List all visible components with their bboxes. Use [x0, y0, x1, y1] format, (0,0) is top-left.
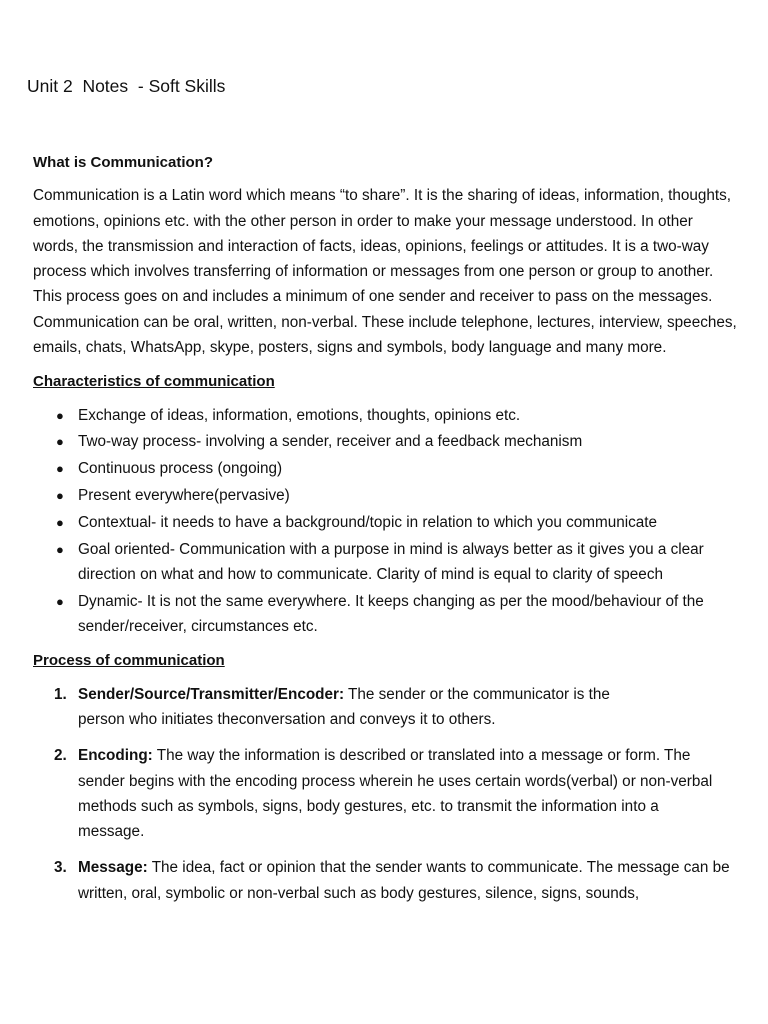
step-number: 2.	[54, 747, 67, 765]
process-step-message	[54, 855, 738, 906]
document-title: Unit 2 Notes - Soft Skills	[27, 76, 226, 96]
bullet-icon: ●	[56, 488, 64, 504]
section-heading-characteristics: Characteristics of communication	[33, 373, 275, 391]
process-step-encoding	[54, 743, 738, 844]
bullet-icon: ●	[56, 541, 64, 557]
bullet-icon: ●	[56, 434, 64, 450]
list-item: ● Continuous process (ongoing)	[78, 456, 738, 481]
list-item: ● Two-way process- involving a sender, receiver and a feedback mechanism	[78, 429, 738, 454]
step-number: 3.	[54, 859, 67, 877]
communication-definition-paragraph: Communication is a Latin word which means “to share”. It is the sharing of ideas, information, thoughts, emotions, opinions etc. with the other person in order to make your message understood. In other words, the transmission and interaction of facts, ideas, opinions, feelings or attitudes. It is a two-way process which involves transferring of information or messages from one person or group to another. This process goes on and includes a minimum of one sender and receiver to pass on the messages. Communication can be oral, written, non-verbal. These include telephone, lectures, interview, speeches, emails, chats, WhatsApp, skype, posters, signs and symbols, body language and many more.	[33, 187, 737, 357]
bullet-icon: ●	[56, 514, 64, 530]
step-description-continued: message.	[78, 823, 145, 841]
section-heading-what-is-communication: What is Communication?	[33, 154, 213, 171]
step-term: Sender/Source/Transmitter/Encoder:	[78, 685, 345, 703]
step-term: Encoding:	[78, 747, 153, 765]
process-step-sender	[54, 682, 738, 733]
list-item: ● Exchange of ideas, information, emotions, thoughts, opinions etc.	[78, 403, 738, 428]
bullet-icon: ●	[56, 593, 64, 609]
characteristics-list	[33, 403, 738, 640]
list-item: ● Goal oriented- Communication with a purpose in mind is always better as it gives you a clear direction on what and how to communicate. Clarity of mind is equal to clarity of speech	[78, 537, 738, 588]
step-description: The way the information is described or translated into a message or form. The sender begins with the encoding process wherein he uses certain words(verbal) or non-verbal methods such as symbols, signs, body gestures, etc. to transmit the information into a	[78, 747, 713, 815]
section-heading-process: Process of communication	[33, 652, 225, 670]
step-term: Message:	[78, 859, 148, 877]
step-description: The idea, fact or opinion that the sender wants to communicate. The message can be written, oral, symbolic or non-verbal such as body gestures, silence, signs, sounds,	[78, 859, 730, 902]
list-item: ● Contextual- it needs to have a background/topic in relation to which you communicate	[78, 510, 738, 535]
bullet-icon: ●	[56, 407, 64, 423]
list-item: ● Dynamic- It is not the same everywhere. It keeps changing as per the mood/behaviour of the sender/receiver, circumstances etc.	[78, 589, 738, 640]
document-body	[33, 150, 738, 917]
step-number: 1.	[54, 685, 67, 703]
list-item: ● Present everywhere(pervasive)	[78, 483, 738, 508]
bullet-icon: ●	[56, 461, 64, 477]
step-description: The sender or the communicator is the	[344, 685, 610, 703]
step-description-continued: person who initiates theconversation and conveys it to others.	[78, 710, 496, 728]
process-steps-list	[33, 682, 738, 906]
